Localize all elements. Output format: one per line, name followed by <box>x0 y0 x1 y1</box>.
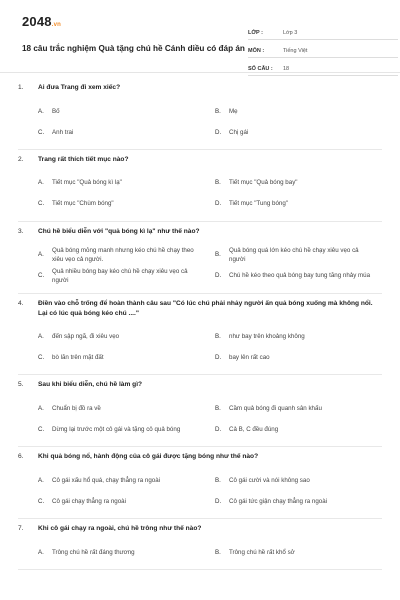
question-item <box>18 375 382 447</box>
option-key: C. <box>38 200 45 208</box>
question-number: 4. <box>18 299 24 307</box>
option-text: Trông chú hề rất khổ sở <box>229 548 295 556</box>
option-text: Chuẩn bị đồ ra về <box>52 405 101 413</box>
question-header <box>18 299 382 319</box>
question-text: Điền vào chỗ trống để hoàn thành câu sau "Có lúc chú phải nhảy người ấn quả bóng xuống mà không nổi. Lại có lúc quả bóng kéo chú ...." <box>38 299 373 317</box>
answer-options <box>18 542 382 569</box>
option-text: Anh trai <box>52 128 74 136</box>
answer-option[interactable] <box>38 122 205 143</box>
answer-option[interactable] <box>38 419 205 440</box>
option-text: Cả B, C đều đúng <box>229 426 279 434</box>
option-key: A. <box>38 405 44 413</box>
option-text: Tiết mục "Quả bóng bay" <box>229 179 298 187</box>
question-header <box>18 155 382 165</box>
answer-options <box>18 173 382 221</box>
option-text: Cô gái chạy thẳng ra ngoài <box>52 497 126 505</box>
answer-option[interactable] <box>215 419 382 440</box>
question-number: 3. <box>18 227 24 235</box>
answer-option[interactable] <box>215 122 382 143</box>
option-text: Tiết mục "Tung bóng" <box>229 200 288 208</box>
question-number: 2. <box>18 155 24 163</box>
answer-option[interactable] <box>38 245 205 266</box>
option-text: Cô gái tức giận chạy thẳng ra ngoài <box>229 497 328 505</box>
meta-value: Lớp 3 <box>283 30 298 36</box>
option-text: Tiết mục "Quả bóng kì lạ" <box>52 179 122 187</box>
option-text: Cô gái xấu hổ quá, chạy thẳng ra ngoài <box>52 476 161 484</box>
header-divider <box>0 72 400 73</box>
option-text: Quả nhiều bóng bay kéo chú hề chạy xiêu vẹo cả người <box>52 267 188 285</box>
question-text: Khi cô gái chạy ra ngoài, chú hề trông như thế nào? <box>38 525 202 533</box>
question-number: 6. <box>18 453 24 461</box>
question-number: 7. <box>18 525 24 533</box>
question-header <box>18 83 382 93</box>
answer-option[interactable] <box>215 398 382 419</box>
answer-option[interactable] <box>215 245 382 266</box>
option-text: như bay trên khoảng không <box>229 333 305 341</box>
option-key: D. <box>215 426 222 434</box>
question-number: 5. <box>18 381 24 389</box>
meta-label: MÔN : <box>248 48 265 54</box>
option-key: D. <box>215 272 222 280</box>
answer-option[interactable] <box>38 326 205 347</box>
question-list <box>18 78 382 570</box>
option-text: Bố <box>52 107 60 115</box>
answer-option[interactable] <box>38 542 205 563</box>
option-text: Quả bóng quá lớn kéo chú hề chạy xiêu vẹo cả người <box>229 246 359 264</box>
option-key: B. <box>215 548 221 556</box>
question-text: Chú hề biểu diễn với "quả bóng kì lạ" như thế nào? <box>38 227 200 235</box>
meta-value: 18 <box>283 66 290 72</box>
answer-option[interactable] <box>38 173 205 194</box>
answer-option[interactable] <box>38 194 205 215</box>
question-item <box>18 222 382 294</box>
answer-option[interactable] <box>215 326 382 347</box>
option-key: D. <box>215 354 222 362</box>
question-header <box>18 380 382 390</box>
meta-label: LỚP : <box>248 30 263 36</box>
answer-option[interactable] <box>38 347 205 368</box>
option-key: A. <box>38 548 44 556</box>
answer-option[interactable] <box>215 470 382 491</box>
option-key: A. <box>38 107 44 115</box>
option-text: Cô gái cười và nói không sao <box>229 476 310 484</box>
answer-option[interactable] <box>215 101 382 122</box>
answer-option[interactable] <box>38 398 205 419</box>
meta-row <box>248 42 398 58</box>
meta-value: Tiếng Việt <box>283 48 308 54</box>
option-key: B. <box>215 179 221 187</box>
option-key: C. <box>38 497 45 505</box>
option-key: C. <box>38 354 45 362</box>
option-key: B. <box>215 107 221 115</box>
question-item <box>18 150 382 222</box>
answer-option[interactable] <box>215 266 382 287</box>
question-header <box>18 524 382 534</box>
question-item <box>18 519 382 570</box>
option-key: B. <box>215 476 221 484</box>
answer-option[interactable] <box>215 542 382 563</box>
site-logo[interactable]: 2048.vn <box>22 14 62 29</box>
option-key: C. <box>38 128 45 136</box>
option-key: C. <box>38 426 45 434</box>
document-meta <box>248 24 398 78</box>
question-item <box>18 78 382 150</box>
question-text: Ai đưa Trang đi xem xiếc? <box>38 84 121 91</box>
answer-options <box>18 245 382 293</box>
question-text: Trang rất thích tiết mục nào? <box>38 155 129 163</box>
question-header <box>18 227 382 237</box>
option-text: Tiết mục "Chùm bóng" <box>52 200 114 208</box>
option-key: A. <box>38 179 44 187</box>
option-text: Chú hề kéo theo quả bóng bay tung tăng nhảy múa <box>229 272 371 280</box>
answer-option[interactable] <box>38 491 205 512</box>
option-text: Mẹ <box>229 107 238 115</box>
document-header <box>18 14 382 84</box>
option-key: D. <box>215 128 222 136</box>
option-key: A. <box>38 333 44 341</box>
option-text: bay lên rất cao <box>229 354 270 362</box>
option-text: đến sập ngã, đi xiêu vẹo <box>52 333 120 341</box>
option-key: B. <box>215 251 221 259</box>
option-key: B. <box>215 405 221 413</box>
answer-option[interactable] <box>215 194 382 215</box>
option-key: D. <box>215 497 222 505</box>
answer-options <box>18 326 382 374</box>
question-header <box>18 452 382 462</box>
question-number: 1. <box>18 84 24 91</box>
answer-options <box>18 101 382 149</box>
answer-options <box>18 398 382 446</box>
option-key: A. <box>38 476 44 484</box>
meta-label: SỐ CÂU : <box>248 66 273 72</box>
answer-option[interactable] <box>38 101 205 122</box>
answer-options <box>18 470 382 518</box>
option-text: bò lăn trên mặt đất <box>52 354 104 362</box>
meta-row <box>248 24 398 40</box>
option-text: Cầm quả bóng đi quanh sân khấu <box>229 405 322 413</box>
document-title: 18 câu trắc nghiệm Quà tặng chú hề Cánh diều có đáp án <box>22 44 245 53</box>
option-text: Quả bóng mỏng manh nhưng kéo chú hề chạy theo xiêu vẹo cả người. <box>52 246 194 264</box>
question-item <box>18 447 382 519</box>
option-key: B. <box>215 333 221 341</box>
option-text: Chị gái <box>229 128 249 136</box>
meta-row <box>248 60 398 76</box>
answer-option[interactable] <box>38 470 205 491</box>
answer-option[interactable] <box>38 266 205 287</box>
question-item <box>18 294 382 376</box>
option-key: C. <box>38 272 45 280</box>
option-key: A. <box>38 251 44 259</box>
question-text: Sau khi biểu diễn, chú hề làm gì? <box>38 381 143 389</box>
option-text: Trông chú hề rất đáng thương <box>52 548 135 556</box>
option-text: Dừng lại trước một cô gái và tặng cô quả bóng <box>52 426 181 434</box>
option-key: D. <box>215 200 222 208</box>
question-text: Khi quả bóng nổ, hành động của cô gái được tặng bóng như thế nào? <box>38 453 259 461</box>
answer-option[interactable] <box>215 173 382 194</box>
answer-option[interactable] <box>215 347 382 368</box>
answer-option[interactable] <box>215 491 382 512</box>
